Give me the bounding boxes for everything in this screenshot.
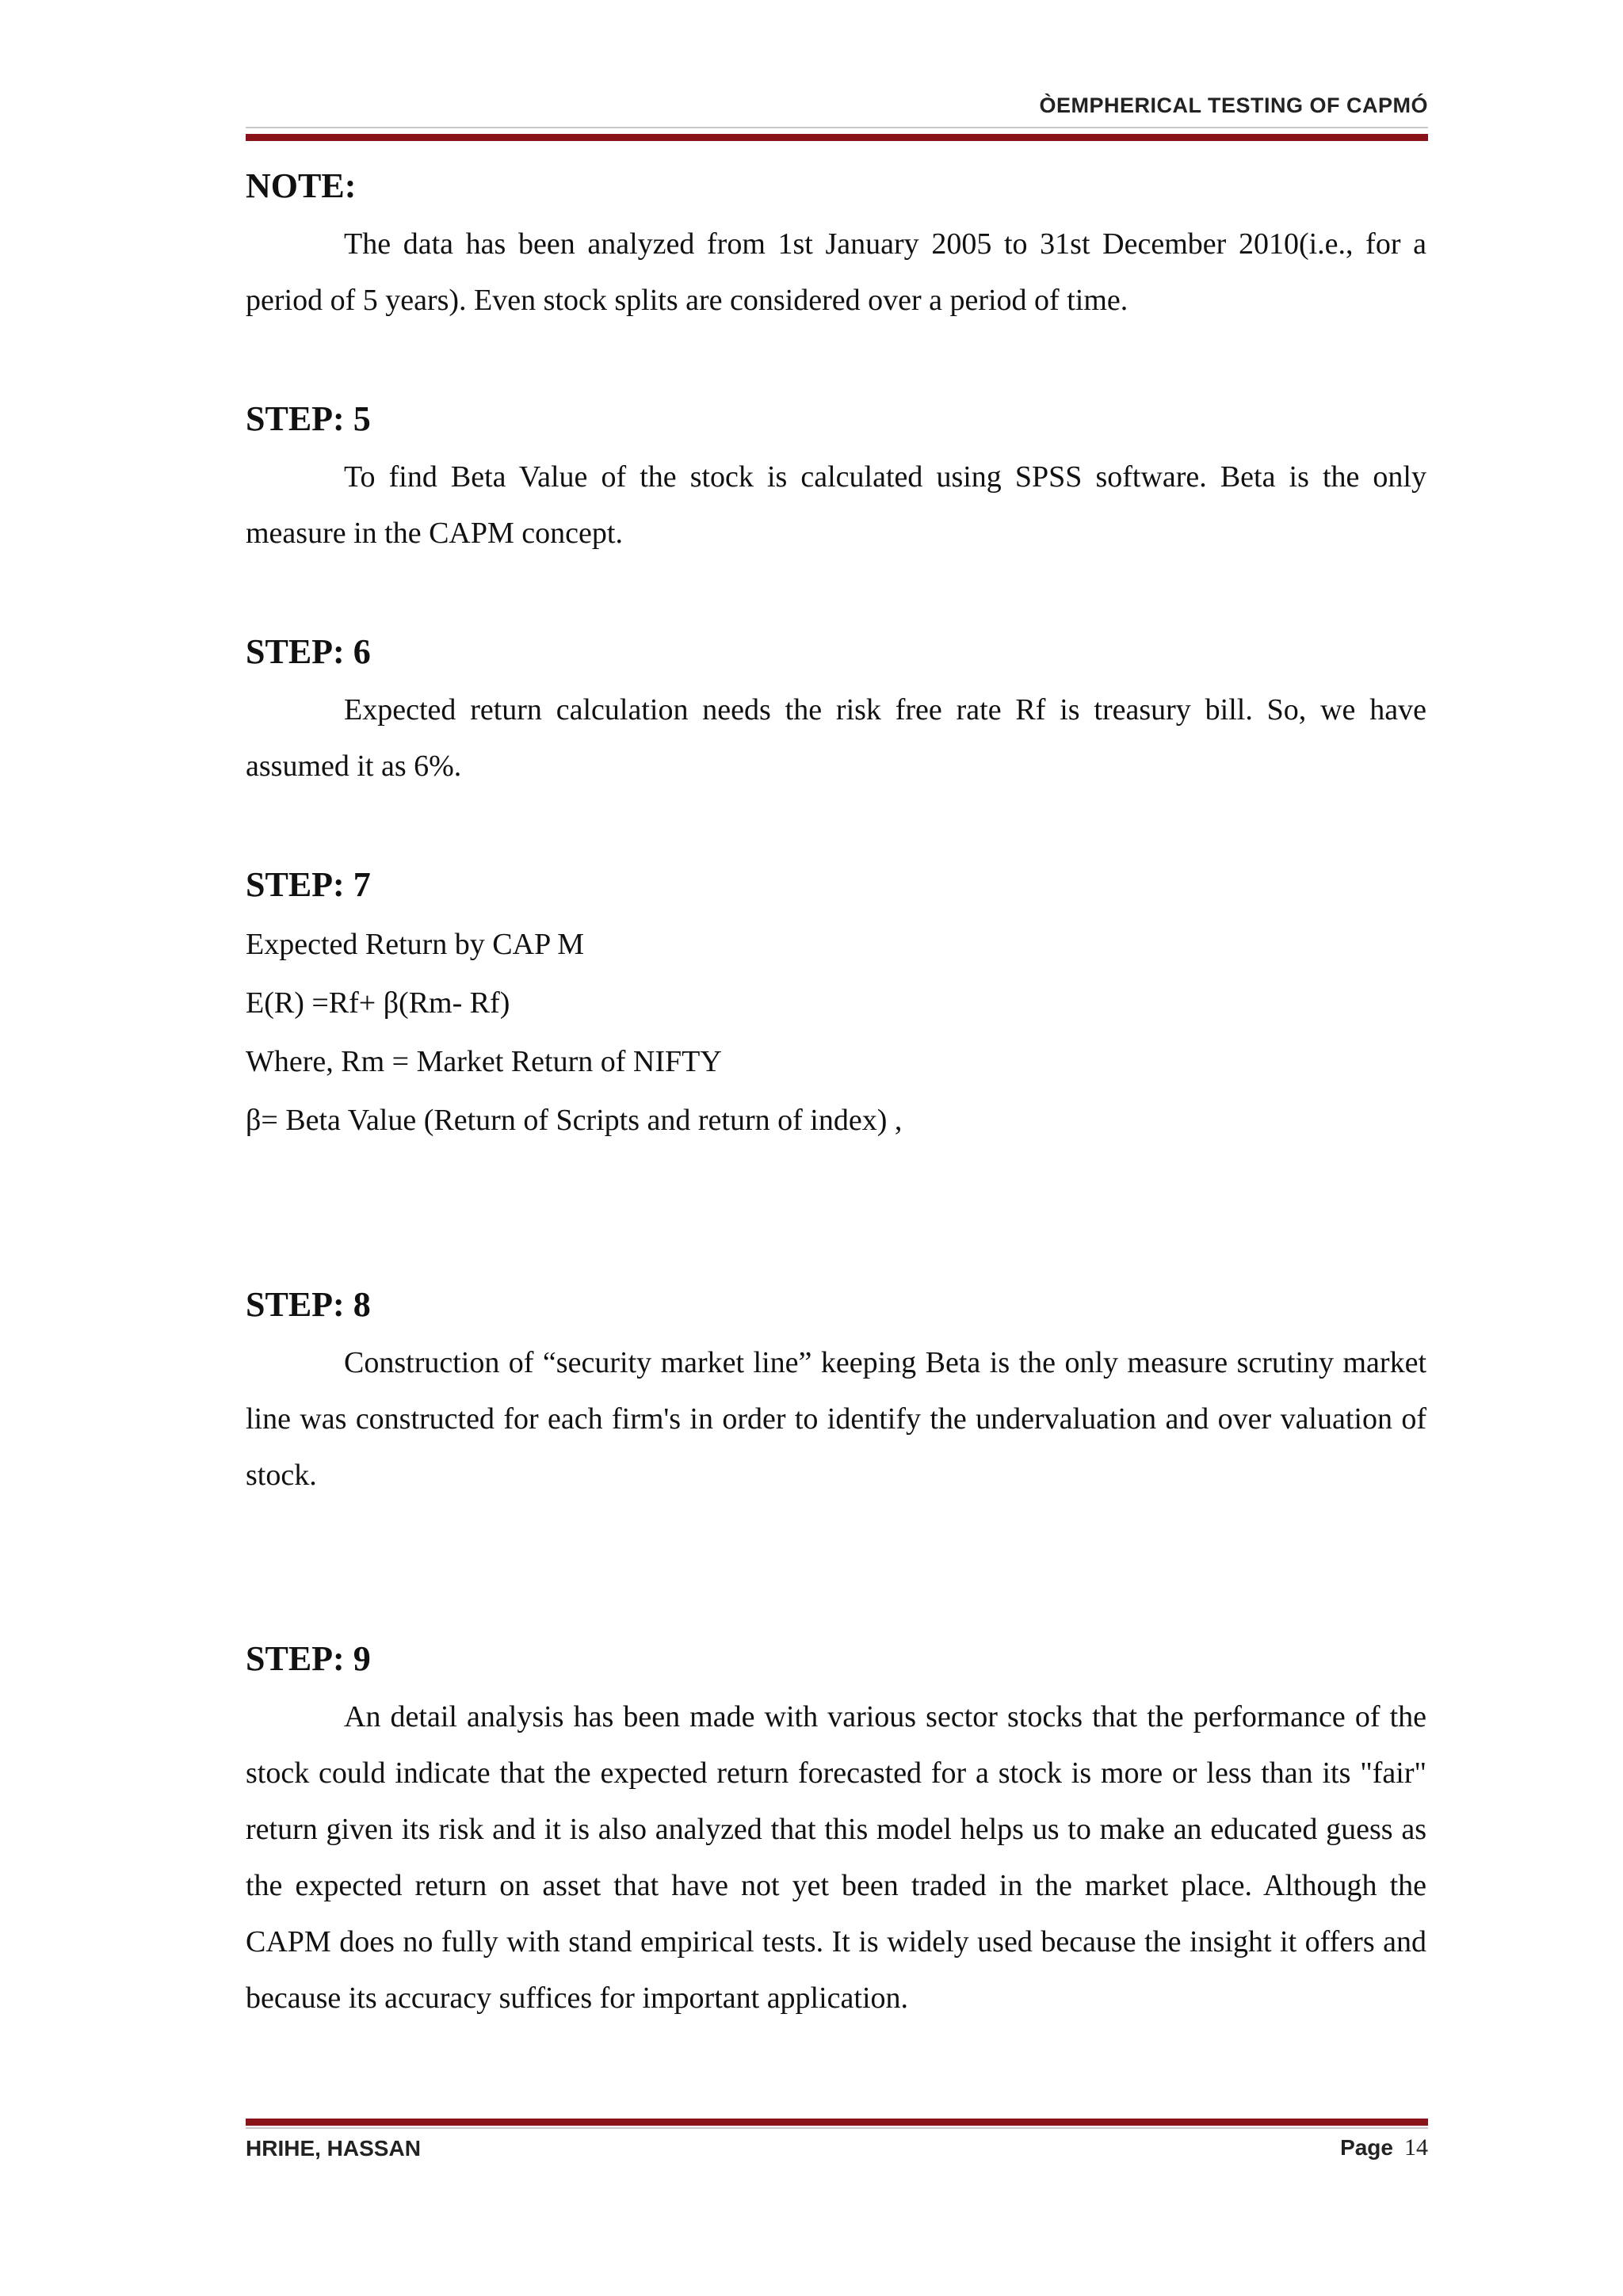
footer-page-number	[1340, 2134, 1428, 2161]
section-heading: STEP: 6	[246, 632, 371, 671]
page-label: Page	[1340, 2135, 1393, 2160]
header-thin-rule	[246, 127, 1428, 128]
formula-definition-beta: β= Beta Value (Return of Scripts and return of index) ,	[246, 1104, 903, 1137]
section-heading: NOTE:	[246, 166, 357, 205]
formula-definition-rm: Where, Rm = Market Return of NIFTY	[246, 1045, 722, 1078]
capm-label-line: Expected Return by CAP M	[246, 928, 585, 961]
section-step-7	[246, 861, 1426, 1150]
footer-thin-rule	[246, 2127, 1428, 2129]
section-note	[246, 162, 1426, 329]
header-thick-rule	[246, 134, 1428, 141]
section-heading: STEP: 7	[246, 865, 371, 904]
running-header-title: ÒEMPHERICAL TESTING OF CAPMÓ	[1039, 93, 1428, 117]
section-step-9	[246, 1635, 1426, 2027]
section-heading: STEP: 9	[246, 1639, 371, 1678]
footer-author: HRIHE, HASSAN	[246, 2136, 421, 2161]
page-number: 14	[1404, 2134, 1428, 2161]
section-paragraph: Construction of “security market line” keeping Beta is the only measure scrutiny market line was constructed for each firm's in order to identify the undervaluation and over valuation of stock.	[246, 1346, 1426, 1492]
section-heading: STEP: 8	[246, 1285, 371, 1324]
section-paragraph: Expected return calculation needs the risk free rate Rf is treasury bill. So, we have assumed it as 6%.	[246, 693, 1426, 783]
section-step-5	[246, 395, 1426, 562]
section-heading: STEP: 5	[246, 399, 371, 438]
section-step-6	[246, 628, 1426, 795]
section-paragraph: The data has been analyzed from 1st January 2005 to 31st December 2010(i.e., for a period of 5 years). Even stock splits are considered over a period of time.	[246, 227, 1426, 317]
section-paragraph: To find Beta Value of the stock is calculated using SPSS software. Beta is the only measure in the CAPM concept.	[246, 460, 1426, 550]
footer-thick-rule	[246, 2119, 1428, 2126]
capm-formula: E(R) =Rf+ β(Rm- Rf)	[246, 986, 510, 1020]
section-step-8	[246, 1281, 1426, 1504]
section-paragraph: An detail analysis has been made with various sector stocks that the performance of the stock could indicate that the expected return forecasted for a stock is more or less than its "fair" return given its risk and it is also analyzed that this model helps us to make an educated guess as the expected return on asset that have not yet been traded in the market place. Although the CAPM does no fully with stand empirical tests. It is widely used because the insight it offers and because its accuracy suffices for important application.	[246, 1700, 1426, 2015]
page-body	[246, 162, 1426, 2027]
